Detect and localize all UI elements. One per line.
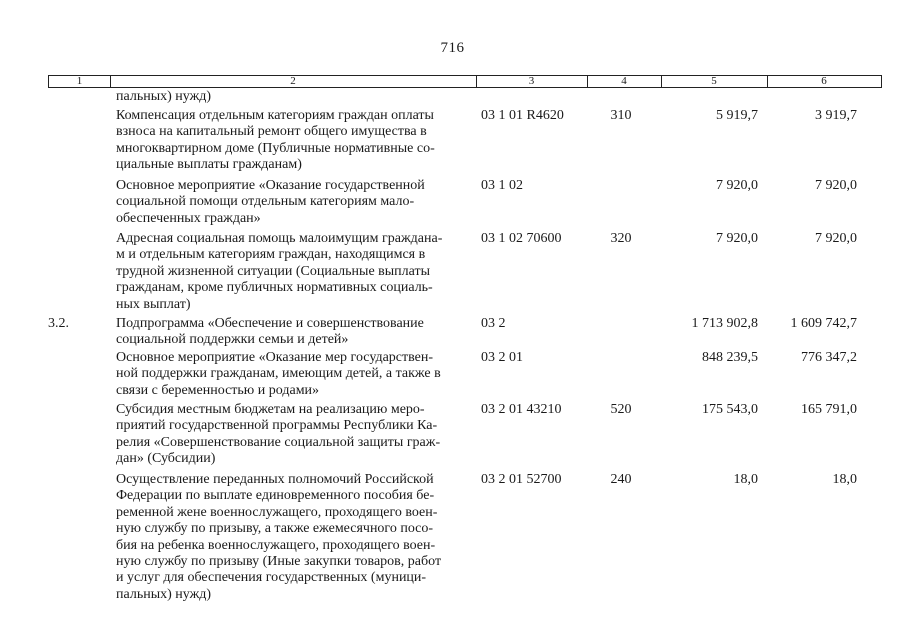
row-code: 03 1 02 — [481, 178, 523, 193]
row-name: Основное мероприятие «Оказание мер государствен- ной поддержки гражданам, имеющим детей, а также в связи с беременностью и родами» — [116, 350, 441, 398]
row-code: 03 2 — [481, 316, 506, 331]
page-number: 716 — [440, 40, 465, 56]
header-col-1: 1 — [76, 75, 83, 87]
row-code: 03 1 01 R4620 — [481, 108, 564, 123]
row-name: Основное мероприятие «Оказание государственной социальной помощи отдельным категориям мало- обеспеченных граждан» — [116, 178, 425, 226]
table-header — [48, 75, 882, 88]
header-col-4: 4 — [621, 75, 627, 87]
row-amount-col6: 7 920,0 — [815, 178, 857, 193]
row-code: 03 1 02 70600 — [481, 231, 562, 246]
row-expense-type: 310 — [610, 108, 632, 123]
row-amount-col5: 7 920,0 — [716, 178, 758, 193]
row-amount-col6: 3 919,7 — [815, 108, 857, 123]
row-amount-col5: 18,0 — [733, 472, 758, 487]
row-name: пальных) нужд) — [116, 89, 212, 104]
row-code: 03 2 01 43210 — [481, 402, 562, 417]
row-amount-col5: 7 920,0 — [716, 231, 758, 246]
row-expense-type: 240 — [610, 472, 632, 487]
row-name: Подпрограмма «Обеспечение и совершенствование социальной поддержки семьи и детей» — [116, 316, 424, 348]
row-name: Осуществление переданных полномочий Российской Федерации по выплате единовременного пособия бе- ременной жене военнослужащего, проходящего воен- ную службу по призыву, а также ежемесячного посо- бия на ребенка военнослужащего, проходящего воен- ную службу по призыву (Иные закупки товаров, работ и услуг для обеспечения государственных (муници- пальных) нужд) — [116, 472, 442, 602]
row-amount-col6: 18,0 — [832, 472, 857, 487]
row-amount-col5: 5 919,7 — [716, 108, 758, 123]
row-expense-type: 520 — [610, 402, 632, 417]
row-number: 3.2. — [48, 316, 69, 331]
header-col-2: 2 — [290, 75, 296, 87]
row-amount-col5: 175 543,0 — [702, 402, 758, 417]
row-name: Адресная социальная помощь малоимущим граждана- м и отдельным категориям граждан, находящимся в трудной жизненной ситуации (Социальные выплаты гражданам, кроме публичных нормативных социаль- ных выплат) — [116, 231, 443, 312]
row-code: 03 2 01 52700 — [481, 472, 562, 487]
row-name: Субсидия местным бюджетам на реализацию меро- приятий государственной программы Республики Ка- релия «Совершенствование социальной защиты граж- дан» (Субсидии) — [116, 402, 441, 467]
row-amount-col6: 1 609 742,7 — [790, 316, 857, 331]
row-expense-type: 320 — [610, 231, 632, 246]
row-amount-col5: 1 713 902,8 — [691, 316, 758, 331]
header-col-6: 6 — [821, 75, 827, 87]
header-col-3: 3 — [528, 75, 535, 87]
row-amount-col6: 776 347,2 — [801, 350, 857, 365]
header-col-5: 5 — [711, 75, 717, 87]
row-amount-col6: 165 791,0 — [801, 402, 857, 417]
row-name: Компенсация отдельным категориям граждан оплаты взноса на капитальный ремонт общего имущества в многоквартирном доме (Публичные нормативные со- циальные выплаты гражданам) — [116, 108, 435, 173]
row-amount-col5: 848 239,5 — [702, 350, 758, 365]
row-code: 03 2 01 — [481, 350, 523, 365]
row-amount-col6: 7 920,0 — [815, 231, 857, 246]
